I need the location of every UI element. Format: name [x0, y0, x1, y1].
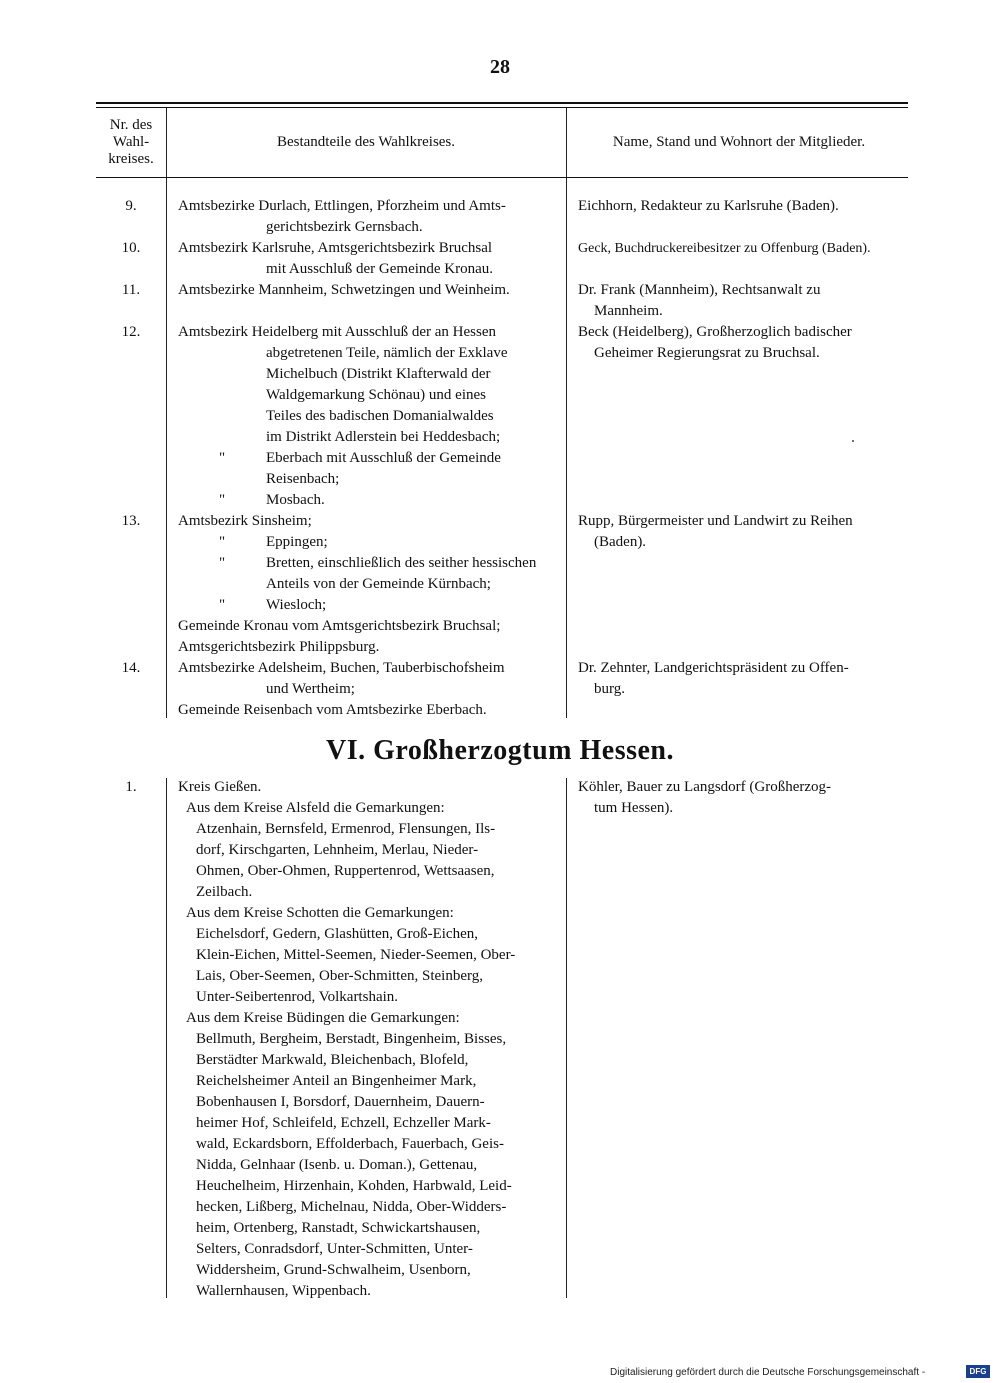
text-line: Amtsgerichtsbezirk Philippsburg.	[178, 639, 380, 655]
ditto-mark: "	[218, 492, 226, 508]
text-line: im Distrikt Adlerstein bei Heddesbach;	[266, 429, 501, 445]
header-nr-line: Wahl-	[112, 134, 150, 150]
table-top-rule-thick	[96, 102, 908, 104]
section-title: VI. Großherzogtum Hessen.	[326, 735, 674, 766]
text-line: Berstädter Markwald, Bleichenbach, Blofeld,	[196, 1052, 469, 1068]
ditto-mark: "	[218, 450, 226, 466]
text-line: (Baden).	[594, 534, 647, 550]
text-line: Wiesloch;	[266, 597, 327, 613]
text-line: Ohmen, Ober-Ohmen, Ruppertenrod, Wettsaasen,	[196, 863, 495, 879]
text-line: Michelbuch (Distrikt Klafterwald der	[266, 366, 491, 382]
ditto-mark: "	[218, 555, 226, 571]
text-line: Bobenhausen I, Borsdorf, Dauernheim, Dauern-	[196, 1094, 485, 1110]
text-line: wald, Eckardsborn, Effolderbach, Fauerbach, Geis-	[196, 1136, 504, 1152]
ditto-mark: "	[218, 534, 226, 550]
header-bestandteile: Bestandteile des Wahlkreises.	[276, 134, 456, 150]
text-line: Eberbach mit Ausschluß der Gemeinde	[266, 450, 501, 466]
row-mitglieder	[578, 511, 908, 553]
text-line: Aus dem Kreise Alsfeld die Gemarkungen:	[186, 800, 445, 816]
table-header-rule	[96, 177, 908, 178]
text-line: Dr. Zehnter, Landgerichtspräsident zu Offen-	[578, 660, 849, 676]
text-line: Anteils von der Gemeinde Kürnbach;	[266, 576, 491, 592]
text-line: Zeilbach.	[196, 884, 253, 900]
column-divider-1	[166, 108, 167, 718]
text-line: Bretten, einschließlich des seither hessischen	[266, 555, 537, 571]
text-line: Aus dem Kreise Schotten die Gemarkungen:	[186, 905, 454, 921]
text-line: dorf, Kirschgarten, Lehnheim, Merlau, Nieder-	[196, 842, 479, 858]
text-line: gerichtsbezirk Gernsbach.	[266, 219, 423, 235]
row-bestandteile	[178, 658, 556, 721]
row-number: 11.	[121, 282, 141, 298]
text-line: Selters, Conradsdorf, Unter-Schmitten, Unter-	[196, 1241, 473, 1257]
text-line: Atzenhain, Bernsfeld, Ermenrod, Flensungen, Ils-	[196, 821, 496, 837]
header-name-stand-wohnort: Name, Stand und Wohnort der Mitglieder.	[612, 134, 866, 150]
text-line: Geck, Buchdruckereibesitzer zu Offenburg (Baden).	[578, 241, 871, 256]
text-line: Köhler, Bauer zu Langsdorf (Großherzog-	[578, 779, 832, 795]
text-line: burg.	[594, 681, 625, 697]
text-line: Eichhorn, Redakteur zu Karlsruhe (Baden).	[578, 198, 839, 214]
text-line: Gemeinde Kronau vom Amtsgerichtsbezirk Bruchsal;	[178, 618, 501, 634]
text-line: Rupp, Bürgermeister und Landwirt zu Reihen	[578, 513, 853, 529]
text-line: Wallernhausen, Wippenbach.	[196, 1283, 371, 1299]
text-line: Widdersheim, Grund-Schwalheim, Usenborn,	[196, 1262, 471, 1278]
row-bestandteile	[178, 322, 556, 511]
column-divider-1	[166, 778, 167, 1298]
column-divider-2	[566, 108, 567, 718]
row-number: 13.	[121, 513, 141, 529]
row-bestandteile	[178, 280, 556, 301]
text-line: Klein-Eichen, Mittel-Seemen, Nieder-Seemen, Ober-	[196, 947, 516, 963]
text-line: Unter-Seibertenrod, Volkartshain.	[196, 989, 399, 1005]
text-line: abgetretenen Teile, nämlich der Exklave	[266, 345, 508, 361]
row-bestandteile	[178, 196, 556, 238]
text-line: Nidda, Gelnhaar (Isenb. u. Doman.), Gettenau,	[196, 1157, 478, 1173]
row-bestandteile	[178, 511, 556, 658]
text-line: Eppingen;	[266, 534, 328, 550]
row-mitglieder	[578, 280, 908, 322]
column-divider-2	[566, 778, 567, 1298]
text-line: Reichelsheimer Anteil an Bingenheimer Mark,	[196, 1073, 477, 1089]
table-top-rule-thin	[96, 107, 908, 108]
header-nr-line: kreises.	[108, 151, 154, 167]
page-number: 28	[490, 56, 510, 78]
text-line: Amtsbezirke Adelsheim, Buchen, Tauberbischofsheim	[178, 660, 505, 676]
text-line: Waldgemarkung Schönau) und eines	[266, 387, 486, 403]
row-mitglieder	[578, 658, 908, 700]
text-line: hecken, Lißberg, Michelnau, Nidda, Ober-Widders-	[196, 1199, 507, 1215]
text-line: Amtsbezirk Sinsheim;	[178, 513, 312, 529]
digitization-footer: Digitalisierung gefördert durch die Deutsche Forschungsgemeinschaft -	[610, 1367, 926, 1378]
text-line: Lais, Ober-Seemen, Ober-Schmitten, Steinberg,	[196, 968, 483, 984]
text-line: und Wertheim;	[266, 681, 355, 697]
text-line: Heuchelheim, Hirzenhain, Kohden, Harbwald, Leid-	[196, 1178, 512, 1194]
text-line: Aus dem Kreise Büdingen die Gemarkungen:	[186, 1010, 460, 1026]
text-line: Reisenbach;	[266, 471, 340, 487]
dfg-logo: DFG	[966, 1365, 990, 1378]
row-mitglieder	[578, 777, 908, 819]
text-line: heimer Hof, Schleifeld, Echzell, Echzeller Mark-	[196, 1115, 491, 1131]
row-number: 14.	[121, 660, 141, 676]
row-bestandteile	[178, 238, 556, 280]
text-line: tum Hessen).	[594, 800, 674, 816]
header-nr-line: Nr. des	[109, 117, 153, 133]
text-line: Amtsbezirk Heidelberg mit Ausschluß der an Hessen	[178, 324, 496, 340]
text-line: Eichelsdorf, Gedern, Glashütten, Groß-Eichen,	[196, 926, 478, 942]
text-line: Gemeinde Reisenbach vom Amtsbezirke Eberbach.	[178, 702, 487, 718]
scan-speck	[852, 440, 854, 442]
header-nr-des-wahlkreises	[96, 117, 166, 168]
text-line: Teiles des badischen Domanialwaldes	[266, 408, 494, 424]
row-number: 10.	[121, 240, 141, 256]
text-line: Amtsbezirk Karlsruhe, Amtsgerichtsbezirk Bruchsal	[178, 240, 493, 256]
text-line: Amtsbezirke Durlach, Ettlingen, Pforzheim und Amts-	[178, 198, 506, 214]
text-line: Mannheim.	[594, 303, 663, 319]
row-number: 12.	[121, 324, 141, 340]
row-bestandteile	[178, 777, 556, 1302]
row-number: 9.	[125, 198, 137, 214]
text-line: mit Ausschluß der Gemeinde Kronau.	[266, 261, 494, 277]
row-mitglieder	[578, 196, 908, 217]
row-mitglieder	[578, 322, 908, 364]
text-line: Mosbach.	[266, 492, 325, 508]
text-line: heim, Ortenberg, Ranstadt, Schwickartshausen,	[196, 1220, 481, 1236]
ditto-mark: "	[218, 597, 226, 613]
row-number: 1.	[125, 779, 137, 795]
text-line: Geheimer Regierungsrat zu Bruchsal.	[594, 345, 820, 361]
text-line: Beck (Heidelberg), Großherzoglich badischer	[578, 324, 852, 340]
text-line: Kreis Gießen.	[178, 779, 262, 795]
text-line: Amtsbezirke Mannheim, Schwetzingen und Weinheim.	[178, 282, 510, 298]
text-line: Dr. Frank (Mannheim), Rechtsanwalt zu	[578, 282, 821, 298]
row-mitglieder	[578, 238, 908, 259]
text-line: Bellmuth, Bergheim, Berstadt, Bingenheim, Bisses,	[196, 1031, 507, 1047]
